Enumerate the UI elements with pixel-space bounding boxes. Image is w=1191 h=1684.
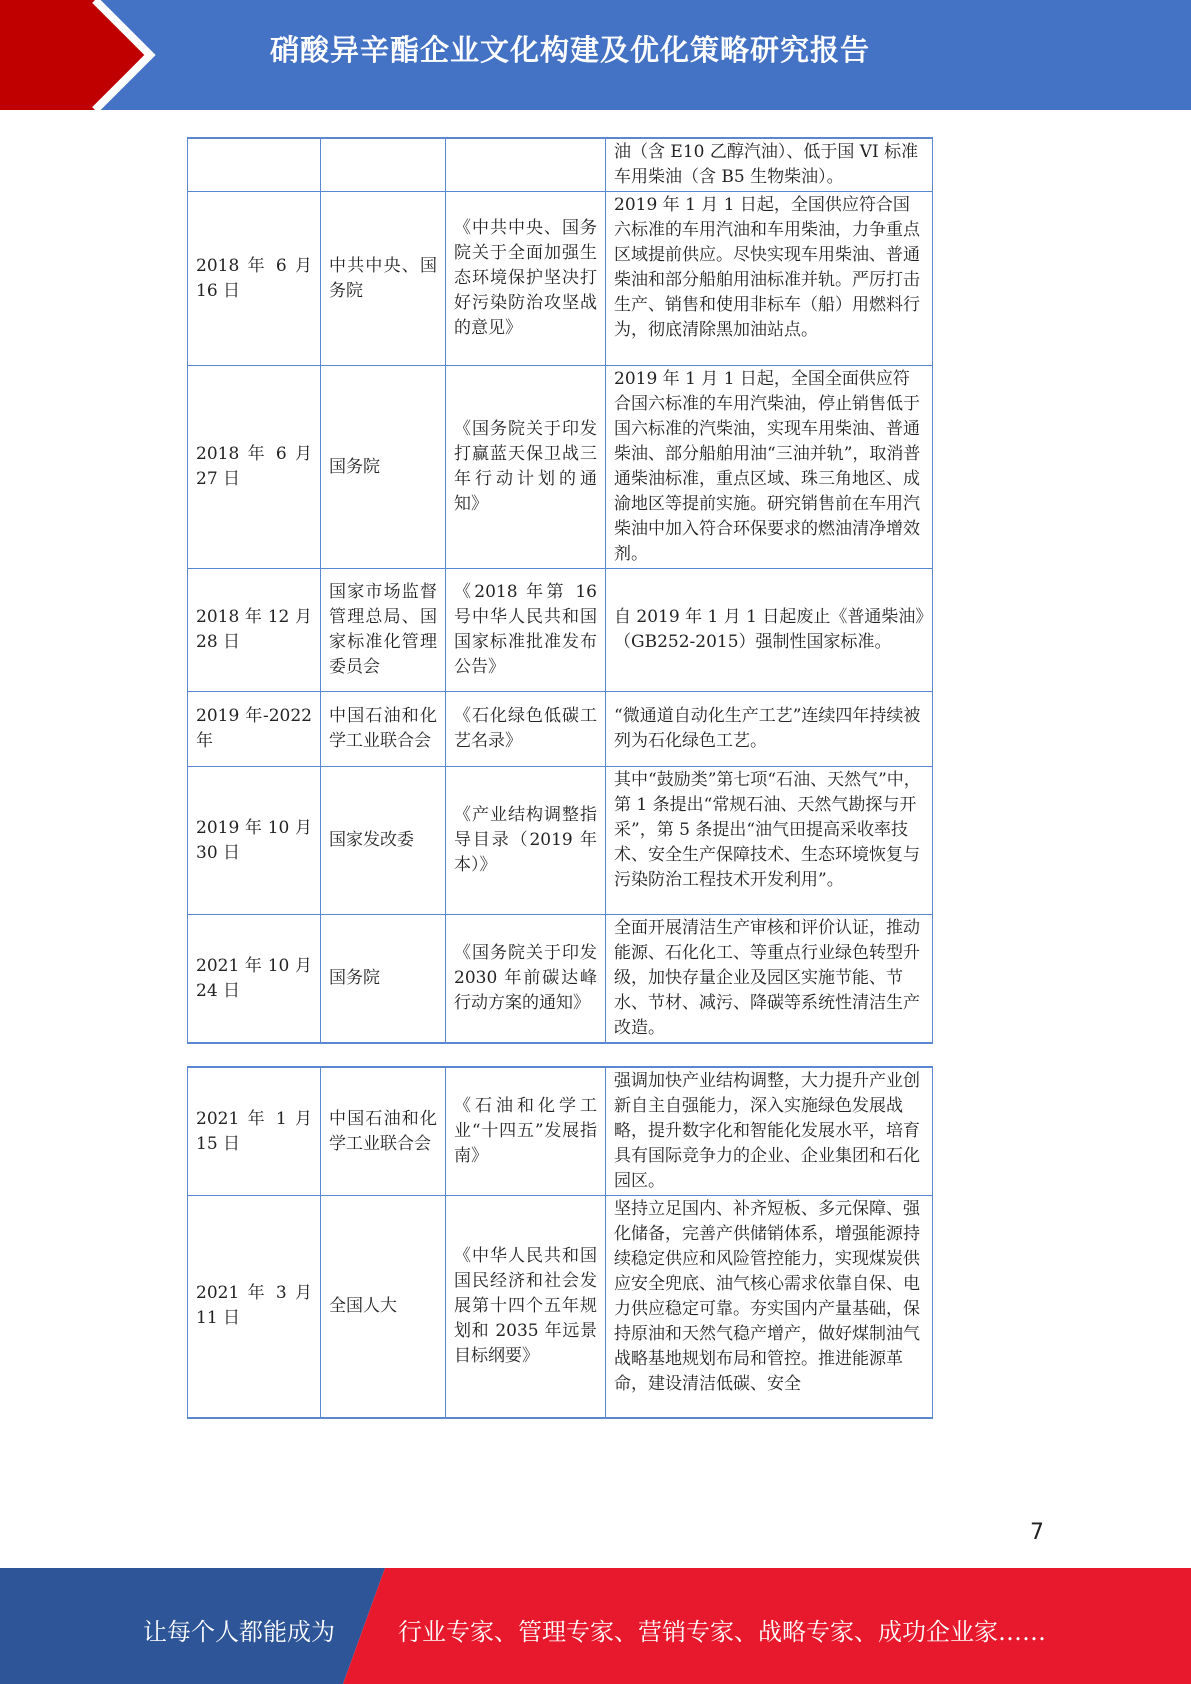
- date-cell: 2019 年-2022 年: [188, 692, 321, 767]
- table-row: [188, 1067, 933, 1196]
- date-cell: 2021 年 3 月 11 日: [188, 1196, 321, 1418]
- document-cell: [446, 138, 606, 192]
- date-cell: 2018 年 12 月 28 日: [188, 569, 321, 692]
- table-row: [188, 192, 933, 366]
- org-cell: 中国石油和化学工业联合会: [321, 692, 446, 767]
- page-number: 7: [1030, 1520, 1044, 1545]
- date-cell: 2018 年 6 月 27 日: [188, 366, 321, 569]
- org-cell: 国务院: [321, 366, 446, 569]
- date-cell: 2019 年 10 月 30 日: [188, 767, 321, 915]
- table-row: [188, 138, 933, 192]
- header-chevron-icon: [0, 0, 160, 110]
- document-cell: 《2018 年第 16 号中华人民共和国国家标准批准发布公告》: [446, 569, 606, 692]
- document-cell: 《石油和化学工业“十四五”发展指南》: [446, 1067, 606, 1196]
- table-row: [188, 915, 933, 1044]
- org-cell: 国家发改委: [321, 767, 446, 915]
- content-cell: 其中“鼓励类”第七项“石油、天然气”中，第 1 条提出“常规石油、天然气勘探与开采”，第 5 条提出“油气田提高采收率技术、安全生产保障技术、生态环境恢复与污染防治工程技术开发利用”。: [606, 767, 933, 915]
- footer-slogan-left: 让每个人都能成为: [143, 1618, 335, 1646]
- date-cell: 2018 年 6 月 16 日: [188, 192, 321, 366]
- policy-table-1: [187, 137, 933, 1044]
- org-cell: 国务院: [321, 915, 446, 1044]
- date-cell: 2021 年 10 月 24 日: [188, 915, 321, 1044]
- document-cell: 《产业结构调整指导目录（2019 年本）》: [446, 767, 606, 915]
- org-cell: [321, 138, 446, 192]
- table-row: [188, 569, 933, 692]
- table-row: [188, 1196, 933, 1418]
- document-cell: 《石化绿色低碳工艺名录》: [446, 692, 606, 767]
- page-footer: [0, 1568, 1191, 1684]
- footer-slogan-right: 行业专家、管理专家、营销专家、战略专家、成功企业家……: [398, 1618, 1046, 1646]
- content-cell: 2019 年 1 月 1 日起，全国供应符合国六标准的车用汽油和车用柴油，力争重点区域提前供应。尽快实现车用柴油、普通柴油和部分船舶用油标准并轨。严厉打击生产、销售和使用非标车（船）用燃料行为，彻底清除黑加油站点。: [606, 192, 933, 366]
- content-cell: 2019 年 1 月 1 日起，全国全面供应符合国六标准的车用汽柴油，停止销售低于国六标准的汽柴油，实现车用柴油、普通柴油、部分船舶用油“三油并轨”，取消普通柴油标准，重点区域、珠三角地区、成渝地区等提前实施。研究销售前在车用汽柴油中加入符合环保要求的燃油清净增效剂。: [606, 366, 933, 569]
- date-cell: [188, 138, 321, 192]
- table-row: [188, 767, 933, 915]
- page-header: [0, 0, 1191, 110]
- document-cell: 《国务院关于印发打赢蓝天保卫战三年行动计划的通知》: [446, 366, 606, 569]
- content-cell: 自 2019 年 1 月 1 日起废止《普通柴油》（GB252-2015）强制性国家标准。: [606, 569, 933, 692]
- document-title: 硝酸异辛酯企业文化构建及优化策略研究报告: [270, 33, 871, 67]
- content-cell: 坚持立足国内、补齐短板、多元保障、强化储备，完善产供储销体系，增强能源持续稳定供应和风险管控能力，实现煤炭供应安全兜底、油气核心需求依靠自保、电力供应稳定可靠。夯实国内产量基础，保持原油和天然气稳产增产，做好煤制油气战略基地规划布局和管控。推进能源革命，建设清洁低碳、安全: [606, 1196, 933, 1418]
- document-cell: 《中华人民共和国国民经济和社会发展第十四个五年规划和 2035 年远景目标纲要》: [446, 1196, 606, 1418]
- date-cell: 2021 年 1 月 15 日: [188, 1067, 321, 1196]
- content-cell: “微通道自动化生产工艺”连续四年持续被列为石化绿色工艺。: [606, 692, 933, 767]
- document-cell: 《国务院关于印发 2030 年前碳达峰行动方案的通知》: [446, 915, 606, 1044]
- org-cell: 中共中央、国务院: [321, 192, 446, 366]
- org-cell: 国家市场监督管理总局、国家标准化管理委员会: [321, 569, 446, 692]
- content-cell: 强调加快产业结构调整，大力提升产业创新自主自强能力，深入实施绿色发展战略，提升数字化和智能化发展水平，培育具有国际竞争力的企业、企业集团和石化园区。: [606, 1067, 933, 1196]
- table-row: [188, 366, 933, 569]
- policy-table-2: [187, 1066, 933, 1419]
- content-cell: 全面开展清洁生产审核和评价认证，推动能源、石化化工、等重点行业绿色转型升级，加快存量企业及园区实施节能、节水、节材、减污、降碳等系统性清洁生产改造。: [606, 915, 933, 1044]
- document-cell: 《中共中央、国务院关于全面加强生态环境保护坚决打好污染防治攻坚战的意见》: [446, 192, 606, 366]
- content-cell: 油（含 E10 乙醇汽油）、低于国 VI 标准车用柴油（含 B5 生物柴油）。: [606, 138, 933, 192]
- table-row: [188, 692, 933, 767]
- org-cell: 全国人大: [321, 1196, 446, 1418]
- org-cell: 中国石油和化学工业联合会: [321, 1067, 446, 1196]
